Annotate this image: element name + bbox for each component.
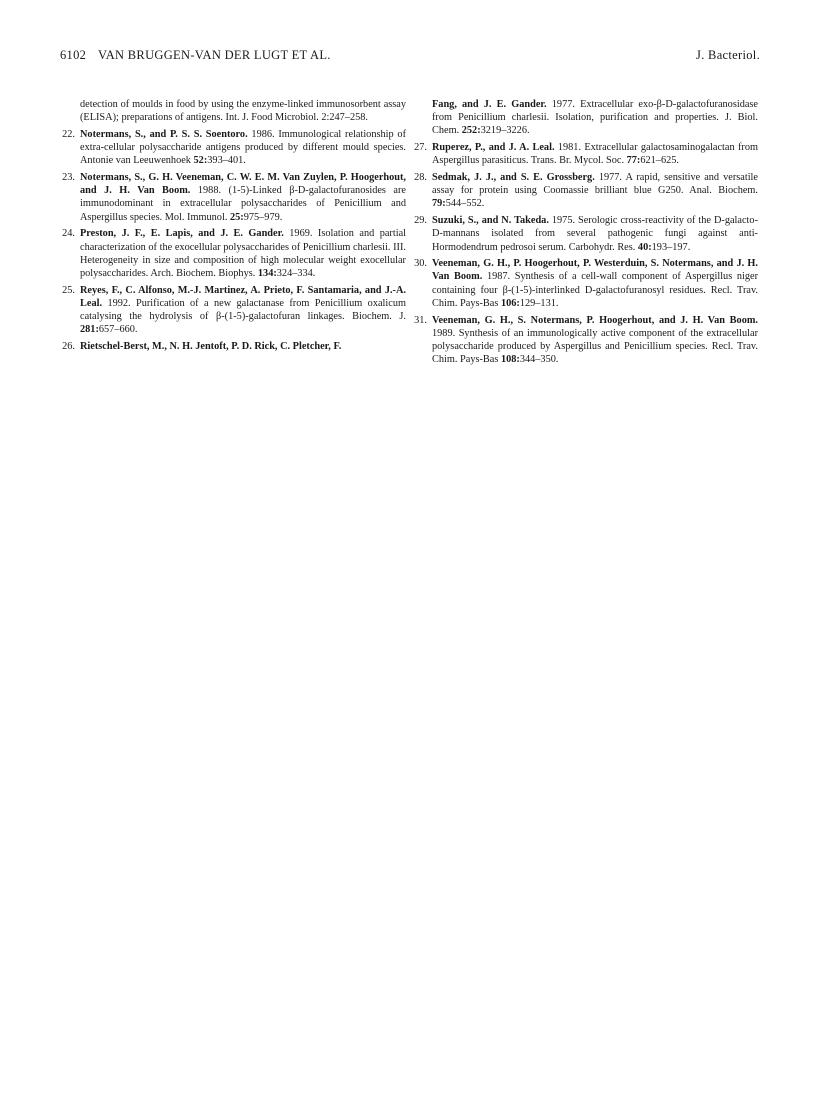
reference-pages: 544–552. <box>445 198 485 210</box>
reference-volume: 108: <box>500 354 520 366</box>
reference-volume: 106: <box>500 297 520 309</box>
reference-list-right <box>412 141 758 366</box>
reference-pages: 975–979. <box>243 211 283 223</box>
reference-item <box>60 284 406 337</box>
reference-volume: 52: <box>193 155 208 167</box>
reference-item <box>412 171 758 211</box>
reference-item <box>60 171 406 224</box>
reference-authors: Fang, and J. E. Gander. <box>432 99 547 110</box>
running-authors: VAN BRUGGEN-VAN DER LUGT ET AL. <box>98 48 331 62</box>
reference-item <box>412 141 758 167</box>
reference-text: 1989. Synthesis of an immunologically active component of the extracellular polysaccharide produced by Aspergillus and Penicillium species. Recl. Trav. Chim. Pays-Bas <box>432 327 758 366</box>
reference-item <box>412 257 758 310</box>
page-number: 6102 <box>60 48 87 62</box>
reference-volume: 281: <box>80 324 99 336</box>
reference-pages: 657–660. <box>98 324 138 336</box>
reference-text: 1977. Extracellular exo-β-D-galactofuranosidase from Penicillium charlesii. Isolation, purification and properties. J. Biol. Chem. <box>432 99 758 137</box>
reference-item <box>412 314 758 367</box>
running-header <box>60 48 760 68</box>
reference-text: 1981. Extracellular galactosaminogalactan from Aspergillus parasiticus. Trans. Br. Mycol. Soc. <box>432 142 758 167</box>
reference-number: 26. <box>62 340 75 352</box>
reference-authors: Notermans, S., G. H. Veeneman, C. W. E. M. Van Zuylen, P. Hoogerhout, and J. H. Van Boom. <box>80 172 406 197</box>
left-column <box>60 98 406 357</box>
reference-pages: 324–334. <box>276 267 316 279</box>
reference-number: 24. <box>62 228 75 240</box>
reference-number: 23. <box>62 172 75 184</box>
reference-authors: Veeneman, G. H., P. Hoogerhout, P. Westerduin, S. Notermans, and J. H. Van Boom. <box>432 258 758 283</box>
reference-number: 22. <box>62 128 75 140</box>
reference-pages: 193–197. <box>651 241 691 253</box>
reference-authors: Veeneman, G. H., S. Notermans, P. Hoogerhout, and J. H. Van Boom. <box>432 314 758 326</box>
reference-item <box>60 227 406 280</box>
reference-authors: Notermans, S., and P. S. S. Soentoro. <box>80 128 248 140</box>
reference-number: 25. <box>62 284 75 296</box>
reference-continuation <box>412 98 758 138</box>
reference-volume: 40: <box>637 241 652 253</box>
reference-authors: Preston, J. F., E. Lapis, and J. E. Gander. <box>80 228 284 240</box>
reference-authors: Ruperez, P., and J. A. Leal. <box>432 142 555 154</box>
reference-volume: 25: <box>229 211 244 223</box>
reference-text: 1988. (1-5)-Linked β-D-galactofuranosides are immunodominant in extracellular polysaccharides of Penicillium and Aspergillus species. Mol. Immunol. <box>80 185 406 223</box>
reference-number: 30. <box>414 258 427 270</box>
reference-text: 1975. Serologic cross-reactivity of the D-galacto-D-mannans isolated from several pathogenic fungi against anti-Hormodendrum pedrosoi serum. Carbohydr. Res. <box>432 215 758 253</box>
reference-text: 1987. Synthesis of a cell-wall component of Aspergillus niger containing four β-(1-5)-interlinked D-galactofuranosyl residues. Recl. Trav. Chim. Pays-Bas <box>432 271 758 309</box>
reference-volume: 134: <box>257 267 277 279</box>
reference-text: 1977. A rapid, sensitive and versatile assay for protein using Coomassie brilliant blue G250. Anal. Biochem. <box>432 172 758 197</box>
reference-text: 1986. Immunological relationship of extra-cellular polysaccharide antigens produced by different mould species. Antonie van Leeuwenhoek <box>80 128 406 167</box>
reference-item <box>412 214 758 254</box>
reference-volume: 252: <box>461 125 481 137</box>
reference-text: 1969. Isolation and partial characterization of the exocellular polysaccharides of Penicillium charlesii. III. Heterogeneity in size and composition of high molecular weight exocellular polysaccharides. Arch. Biochem. Biophys. <box>80 228 407 279</box>
reference-pages: 129–131. <box>519 297 559 309</box>
reference-authors: Sedmak, J. J., and S. E. Grossberg. <box>432 172 595 184</box>
reference-text: 1992. Purification of a new galactanase from Penicillium oxalicum catalysing the hydrolysis of β-(1-5)-galactofuran linkages. Biochem. J. <box>80 297 406 323</box>
reference-item <box>60 340 406 353</box>
reference-continuation-text: detection of moulds in food by using the enzyme-linked immunosorbent assay (ELISA); preparations of antigens. Int. J. Food Microbiol. 2:247–258. <box>80 99 406 124</box>
reference-pages: 393–401. <box>207 155 246 167</box>
reference-continuation <box>60 98 406 124</box>
reference-item <box>60 128 406 168</box>
reference-number: 27. <box>414 142 427 154</box>
reference-list-left <box>60 128 406 353</box>
reference-volume: 77: <box>626 155 641 167</box>
journal-name: J. Bacteriol. <box>696 48 760 62</box>
reference-number: 28. <box>414 172 427 184</box>
reference-number: 31. <box>414 314 427 326</box>
reference-authors: Rietschel-Berst, M., N. H. Jentoft, P. D. Rick, C. Pletcher, F. <box>80 340 342 352</box>
right-column <box>412 98 758 370</box>
reference-pages: 621–625. <box>640 155 679 167</box>
reference-volume: 79: <box>432 198 446 210</box>
reference-authors: Reyes, F., C. Alfonso, M.-J. Martinez, A. Prieto, F. Santamaria, and J.-A. Leal. <box>80 284 406 309</box>
reference-pages: 344–350. <box>519 354 559 366</box>
reference-authors: Suzuki, S., and N. Takeda. <box>432 215 549 227</box>
reference-pages: 3219–3226. <box>480 125 530 137</box>
reference-number: 29. <box>414 215 427 227</box>
